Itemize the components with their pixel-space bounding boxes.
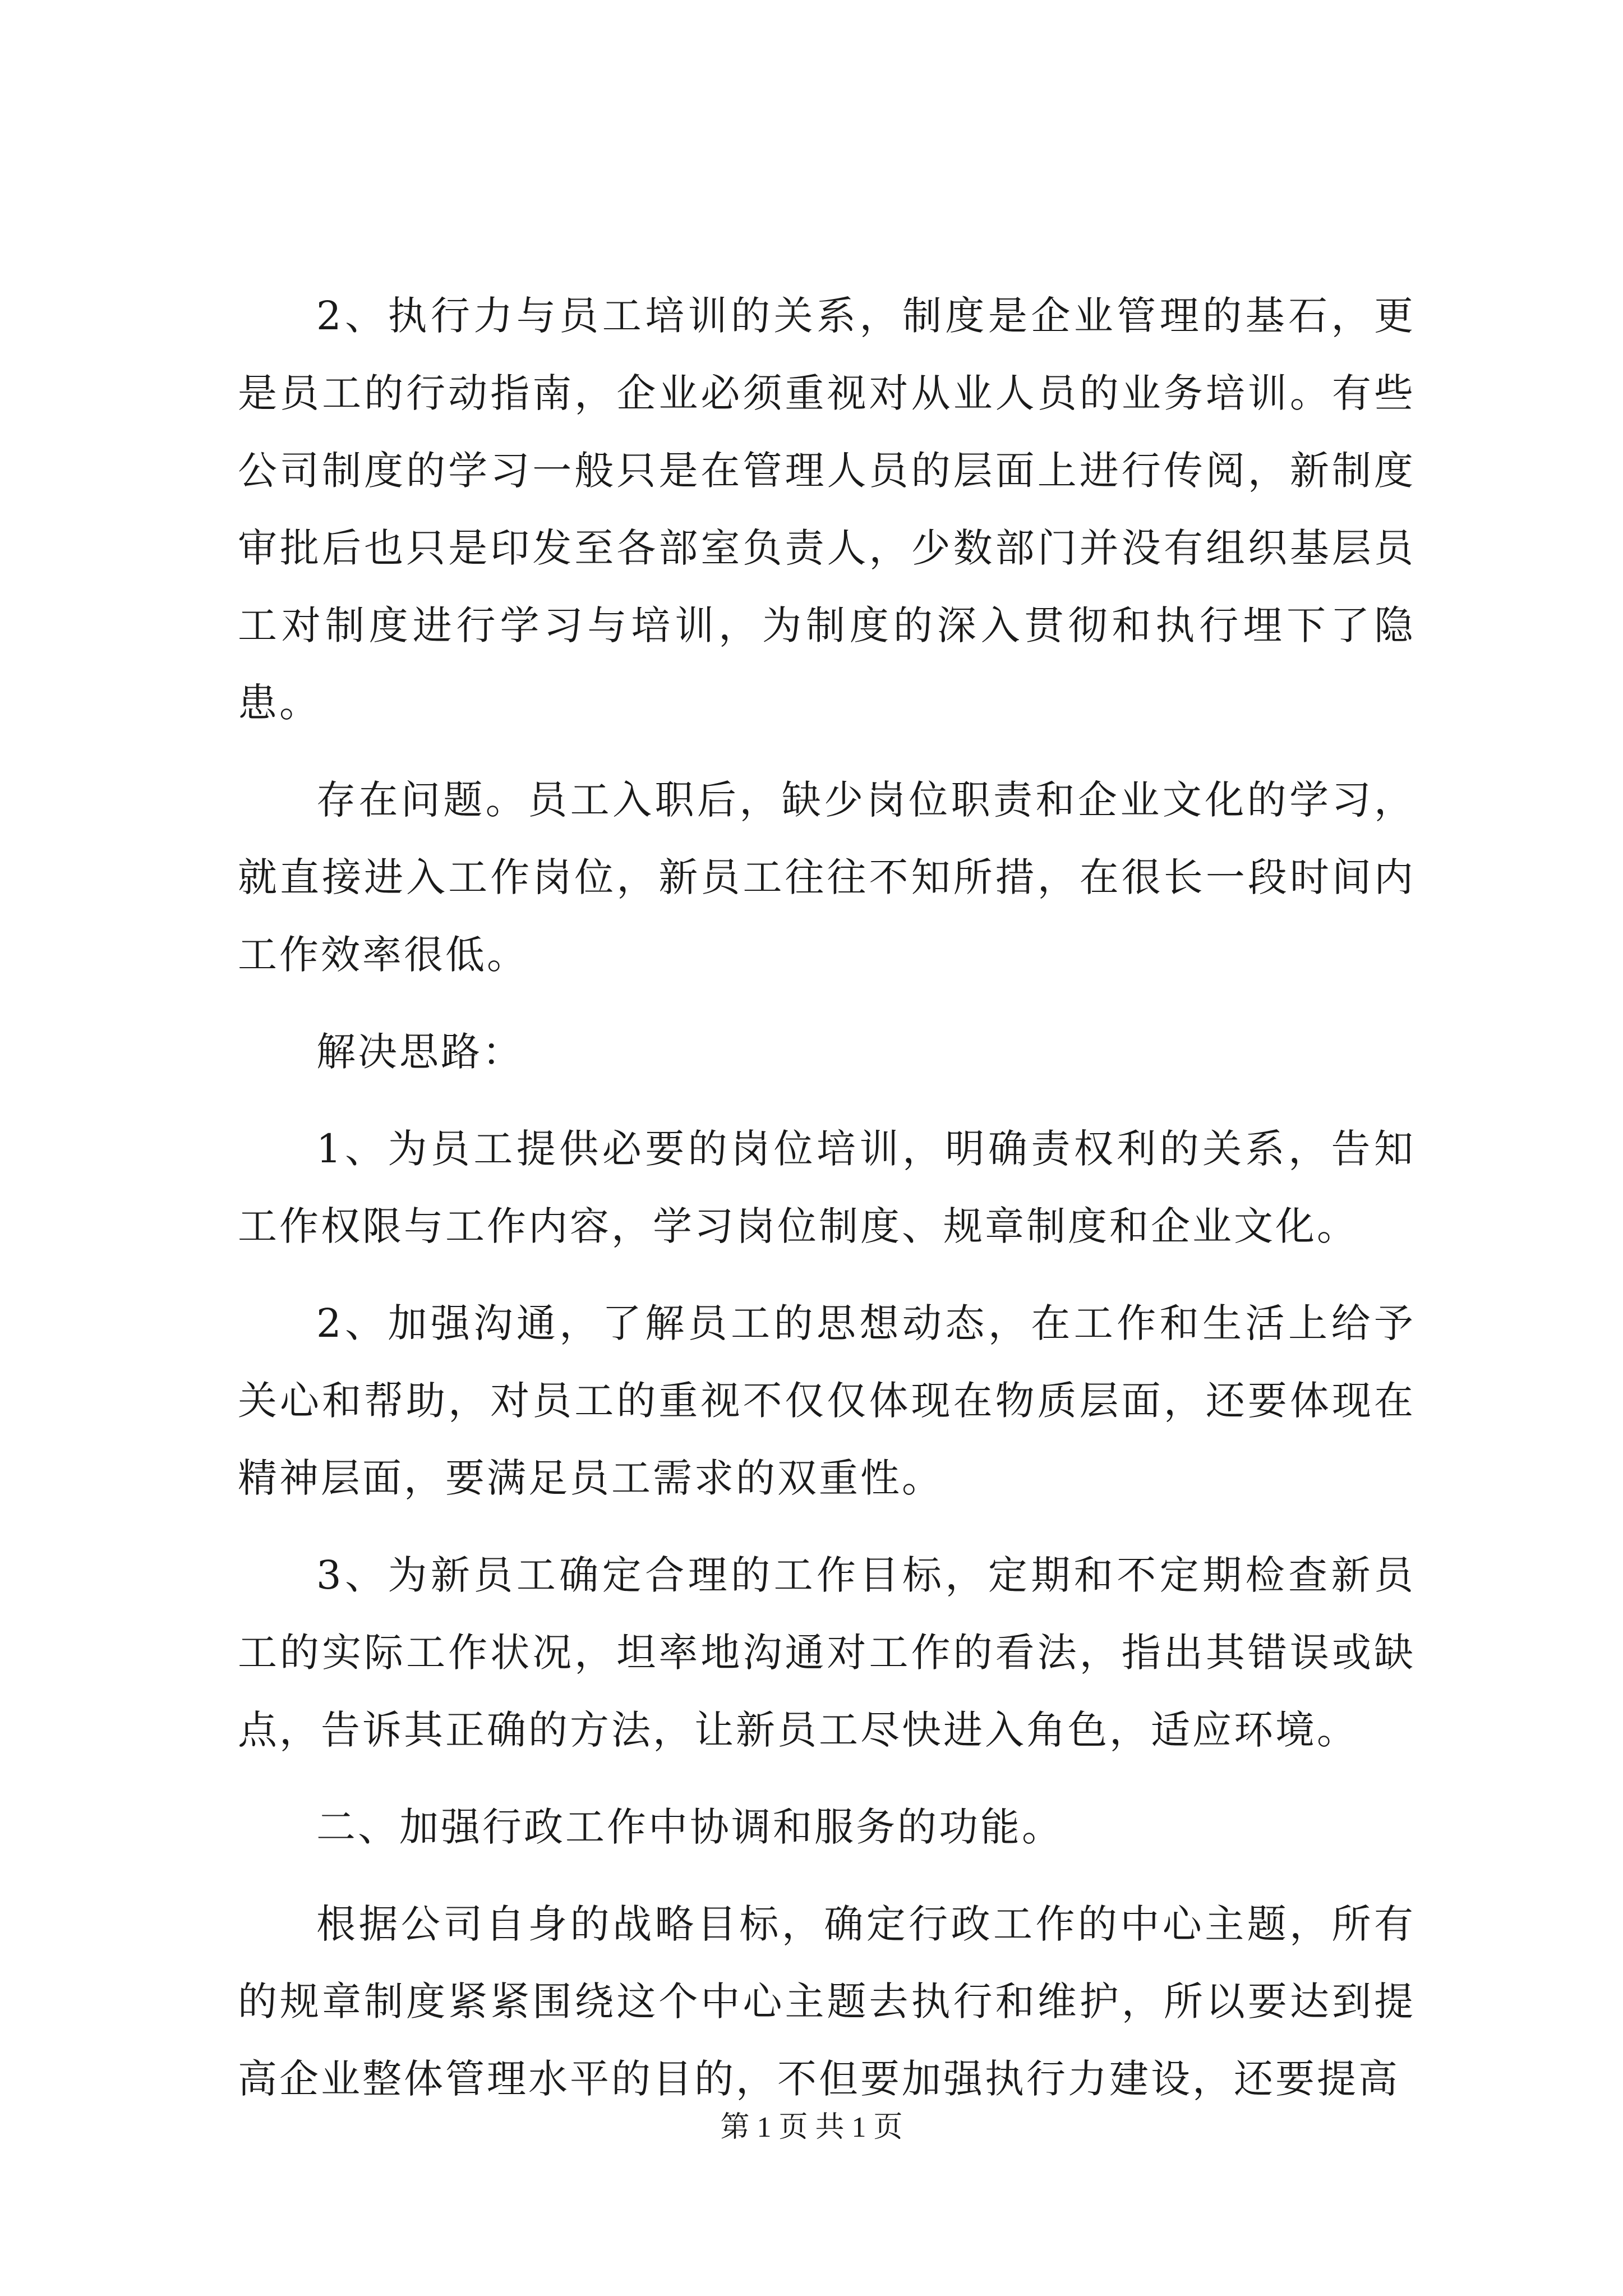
paragraph-solution-3: 3、为新员工确定合理的工作目标，定期和不定期检查新员工的实际工作状况，坦率地沟通对工作的看法，指出其错误或缺点，告诉其正确的方法，让新员工尽快进入角色，适应环境。: [238, 1552, 1415, 1753]
paragraph-strategy: 根据公司自身的战略目标，确定行政工作的中心主题，所有的规章制度紧紧围绕这个中心主题去执行和维护，所以要达到提高企业整体管理水平的目的，不但要加强执行力建设，还要提高: [238, 1901, 1415, 2102]
document-body: [238, 277, 1415, 2137]
paragraph-solution-2: 2、加强沟通，了解员工的思想动态，在工作和生活上给予关心和帮助，对员工的重视不仅仅体现在物质层面，还要体现在精神层面，要满足员工需求的双重性。: [238, 1300, 1415, 1501]
paragraph-existing-problem: 存在问题。员工入职后，缺少岗位职责和企业文化的学习，就直接进入工作岗位，新员工往往不知所措，在很长一段时间内工作效率很低。: [238, 777, 1415, 978]
page-number-footer: 第 1 页 共 1 页: [720, 2111, 903, 2143]
paragraph-section-two-heading: 二、加强行政工作中协调和服务的功能。: [316, 1804, 1063, 1850]
paragraph-solution-1: 1、为员工提供必要的岗位培训，明确责权利的关系，告知工作权限与工作内容，学习岗位制度、规章制度和企业文化。: [238, 1126, 1415, 1249]
paragraph-training-relationship: 2、执行力与员工培训的关系，制度是企业管理的基石，更是员工的行动指南，企业必须重视对从业人员的业务培训。有些公司制度的学习一般只是在管理人员的层面上进行传阅，新制度审批后也只是印发至各部室负责人，少数部门并没有组织基层员工对制度进行学习与培训，为制度的深入贯彻和执行埋下了隐患。: [238, 293, 1415, 726]
paragraph-solution-heading: 解决思路：: [316, 1029, 524, 1075]
